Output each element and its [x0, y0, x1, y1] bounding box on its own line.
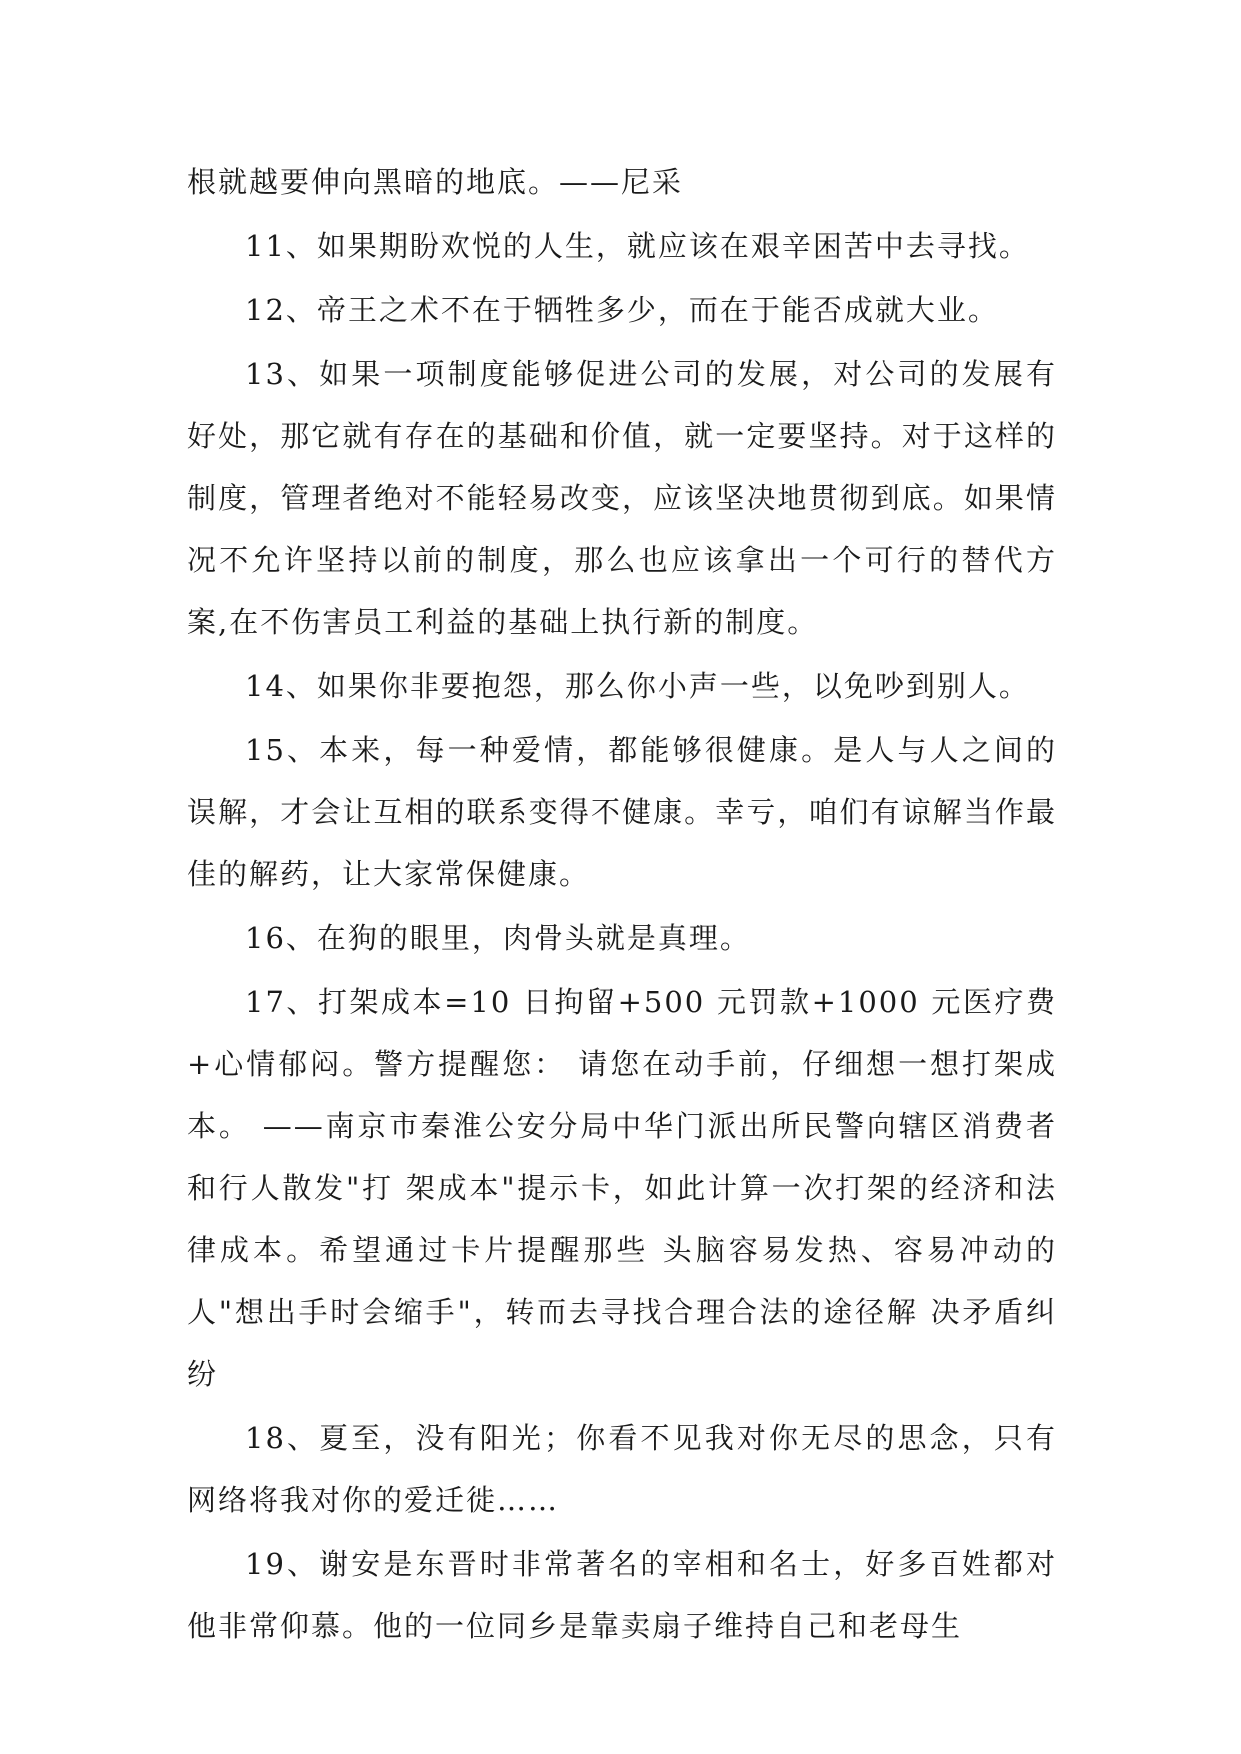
paragraph-item-15: 15、本来，每一种爱情，都能够很健康。是人与人之间的误解，才会让互相的联系变得不健康。幸亏，咱们有谅解当作最佳的解药，让大家常保健康。 — [187, 733, 1057, 891]
paragraph-item-16: 16、在狗的眼里，肉骨头就是真理。 — [245, 921, 751, 955]
paragraph-continuation: 根就越要伸向黑暗的地底。——尼采 — [187, 165, 684, 199]
document-body — [187, 151, 1057, 1659]
paragraph-item-17: 17、打架成本=10 日拘留+500 元罚款+1000 元医疗费+心情郁闷。警方提醒您： 请您在动手前，仔细想一想打架成本。 ——南京市秦淮公安分局中华门派出所民警向辖区消费者和行人散发"打 架成本"提示卡，如此计算一次打架的经济和法律成本。希望通过卡片提醒那些 头脑容易发热、容易冲动的人"想出手时会缩手"，转而去寻找合理合法的途径解 决矛盾纠纷 — [187, 985, 1057, 1391]
paragraph-item-19: 19、谢安是东晋时非常著名的宰相和名士，好多百姓都对他非常仰慕。他的一位同乡是靠卖扇子维持自己和老母生 — [187, 1547, 1057, 1643]
paragraph-item-18: 18、夏至，没有阳光；你看不见我对你无尽的思念，只有网络将我对你的爱迁徙…… — [187, 1421, 1057, 1517]
paragraph-item-14: 14、如果你非要抱怨，那么你小声一些，以免吵到别人。 — [245, 669, 1030, 703]
paragraph-item-13: 13、如果一项制度能够促进公司的发展，对公司的发展有好处，那它就有存在的基础和价值，就一定要坚持。对于这样的制度，管理者绝对不能轻易改变，应该坚决地贯彻到底。如果情况不允许坚持以前的制度，那么也应该拿出一个可行的替代方案,在不伤害员工利益的基础上执行新的制度。 — [187, 357, 1057, 639]
paragraph-item-11: 11、如果期盼欢悦的人生，就应该在艰辛困苦中去寻找。 — [245, 229, 1030, 263]
paragraph-item-12: 12、帝王之术不在于牺牲多少，而在于能否成就大业。 — [245, 293, 999, 327]
